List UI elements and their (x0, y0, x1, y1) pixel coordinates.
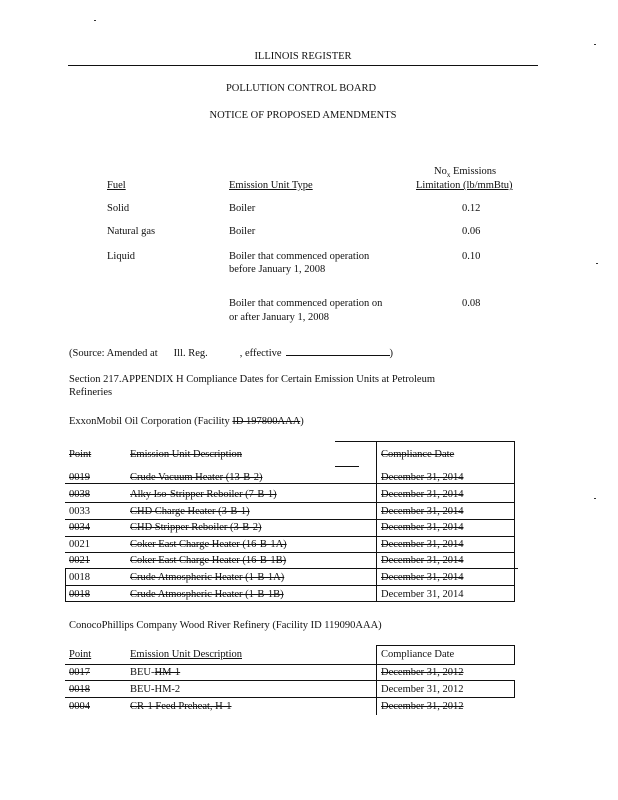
section-heading-line1: Section 217.APPENDIX H Compliance Dates for Certain Emission Units at Petroleum (69, 374, 435, 385)
unit-type-cell: Boiler (229, 226, 256, 237)
conoco-col-date: Compliance Date (381, 649, 455, 660)
exxon-col-date: Compliance Date (381, 449, 455, 460)
exxon-date-cell: December 31, 2014 (381, 506, 464, 517)
effective-date-blank (286, 345, 390, 356)
grid-line (510, 568, 518, 569)
grid-line (335, 466, 359, 467)
exxon-point-cell: 0034 (69, 522, 90, 533)
exxon-desc-cell: Coker East Charge Heater (16-B-1B) (130, 555, 287, 566)
board-name: POLLUTION CONTROL BOARD (225, 83, 377, 94)
col-limit-header-line1: $No_x$ Emissions (434, 166, 497, 180)
unit-type-cell: Boiler (229, 203, 256, 214)
conoco-point-cell: 0018 (69, 684, 90, 695)
unit-type-cell: or after January 1, 2008 (229, 312, 330, 323)
scan-speck (594, 44, 596, 45)
exxon-col-description: Emission Unit Description (130, 449, 242, 460)
exxon-desc-cell: Crude Vacuum Heater (13-B-2) (130, 472, 263, 483)
conoco-date-cell: December 31, 2012 (381, 667, 464, 678)
col-limit-header-line2: Limitation (lb/mmBtu) (416, 180, 513, 191)
notice-title: NOTICE OF PROPOSED AMENDMENTS (209, 110, 397, 121)
exxon-date-cell: December 31, 2014 (381, 539, 464, 550)
grid-line (65, 519, 515, 520)
scan-speck (596, 263, 598, 264)
conoco-date-cell: December 31, 2012 (381, 684, 464, 695)
exxon-point-cell: 0021 (69, 539, 90, 550)
header-rule (68, 65, 538, 66)
conoco-point-cell: 0004 (69, 701, 90, 712)
exxon-heading: ExxonMobil Oil Corporation (Facility ID 197800AAA) (69, 416, 304, 427)
unit-type-cell: Boiler that commenced operation on (229, 298, 383, 309)
unit-type-cell: Boiler that commenced operation (229, 251, 370, 262)
scan-speck (594, 498, 596, 499)
exxon-point-cell: 0019 (69, 472, 90, 483)
exxon-point-cell: 0018 (69, 589, 90, 600)
grid-line (65, 568, 515, 569)
exxon-desc-cell: Crude Atmospheric Heater (1-B-1B) (130, 589, 284, 600)
grid-line (376, 441, 377, 602)
grid-line (335, 441, 515, 442)
exxon-date-cell: December 31, 2014 (381, 472, 464, 483)
exxon-desc-cell: CHD Charge Heater (3-B-1) (130, 506, 250, 517)
grid-line (514, 441, 515, 602)
grid-line (65, 697, 515, 698)
grid-line (65, 601, 515, 602)
exxon-point-cell: 0021 (69, 555, 90, 566)
limit-cell: 0.06 (462, 226, 481, 237)
grid-line (514, 680, 515, 697)
limit-cell: 0.08 (462, 298, 481, 309)
conoco-heading: ConocoPhillips Company Wood River Refinery (Facility ID 119090AAA) (69, 620, 382, 631)
conoco-date-cell: December 31, 2012 (381, 701, 464, 712)
conoco-point-cell: 0017 (69, 667, 90, 678)
exxon-col-point: Point (69, 449, 92, 460)
exxon-date-cell: December 31, 2014 (381, 589, 464, 600)
fuel-cell: Natural gas (107, 226, 156, 237)
grid-line (65, 502, 515, 503)
conoco-desc-cell: BEU-HM-1 (130, 667, 181, 678)
conoco-col-point: Point (69, 649, 92, 660)
conoco-col-description: Emission Unit Description (130, 649, 242, 660)
exxon-date-cell: December 31, 2014 (381, 572, 464, 583)
exxon-desc-cell: Crude Atmospheric Heater (1-B-1A) (130, 572, 285, 583)
grid-line (65, 585, 515, 586)
exxon-desc-cell: Alky Iso-Stripper Reboiler (7-B-1) (130, 489, 277, 500)
conoco-desc-cell: BEU-HM-2 (130, 684, 181, 695)
grid-line (65, 536, 515, 537)
exxon-date-cell: December 31, 2014 (381, 489, 464, 500)
grid-line (376, 645, 515, 646)
fuel-cell: Liquid (107, 251, 135, 262)
col-fuel-header: Fuel (107, 180, 126, 191)
limit-cell: 0.10 (462, 251, 481, 262)
register-title: ILLINOIS REGISTER (254, 51, 352, 62)
exxon-point-cell: 0038 (69, 489, 90, 500)
limit-cell: 0.12 (462, 203, 481, 214)
conoco-desc-cell: CR-1 Feed Preheat, H-1 (130, 701, 232, 712)
source-note: (Source: Amended at Ill. Reg. , effective ) (69, 345, 393, 359)
col-unit-type-header: Emission Unit Type (229, 180, 313, 191)
scan-speck (94, 20, 96, 21)
grid-line (514, 645, 515, 664)
exxon-desc-cell: Coker East Charge Heater (16-B-1A) (130, 539, 287, 550)
grid-line (65, 552, 515, 553)
exxon-point-cell: 0018 (69, 572, 90, 583)
unit-type-cell: before January 1, 2008 (229, 264, 326, 275)
section-heading-line2: Refineries (69, 387, 113, 398)
exxon-point-cell: 0033 (69, 506, 90, 517)
exxon-desc-cell: CHD Stripper Reboiler (3-B-2) (130, 522, 262, 533)
exxon-date-cell: December 31, 2014 (381, 555, 464, 566)
grid-line (65, 483, 515, 484)
grid-line (65, 664, 515, 665)
grid-line (65, 680, 515, 681)
fuel-cell: Solid (107, 203, 130, 214)
exxon-date-cell: December 31, 2014 (381, 522, 464, 533)
